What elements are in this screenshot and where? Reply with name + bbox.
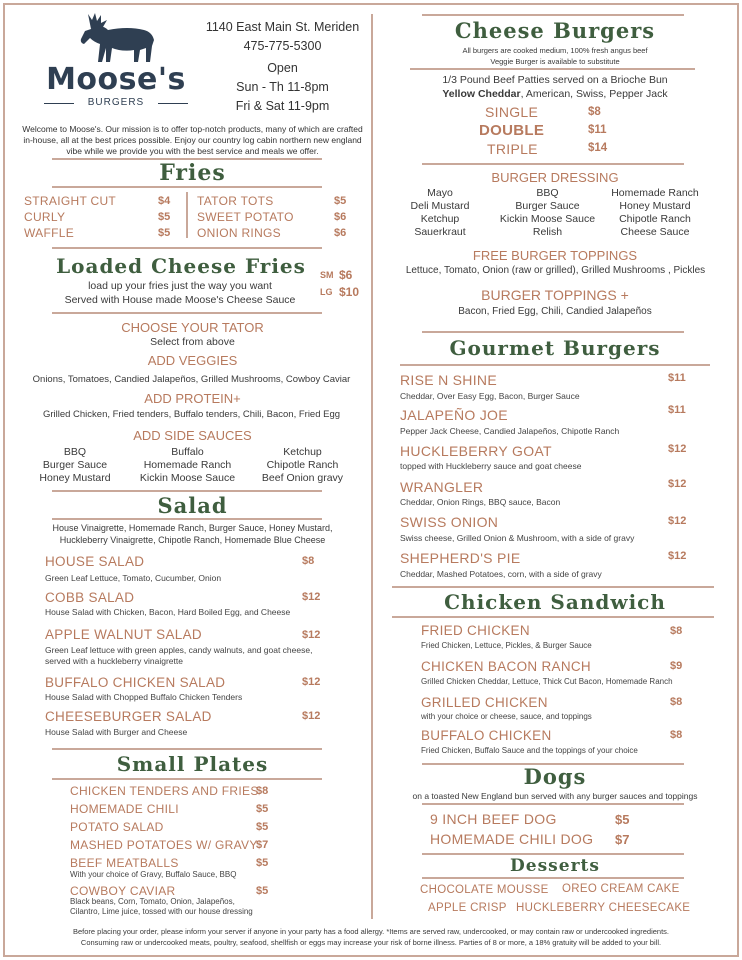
loaded-line1: load up your fries just the way you want: [88, 280, 272, 292]
list-item: OREO CREAM CAKE: [562, 883, 680, 895]
sauces-col-1: BBQ Burger Sauce Honey Mustard: [39, 446, 111, 484]
burgers-note-1: All burgers are cooked medium, 100% fresh angus beef: [462, 46, 648, 55]
cheese-others: , American, Swiss, Pepper Jack: [520, 88, 668, 100]
hours-weekday: Sun - Th 11-8pm: [236, 80, 329, 94]
logo-sub: BURGERS: [87, 97, 145, 108]
list-item: APPLE CRISP: [428, 902, 507, 914]
footer-line-1: Before placing your order, please inform your server if anyone in your party has a food allergy. *Items are served raw, undercooked, or may contain raw or undercooked ingredients.: [72, 927, 669, 936]
logo-name: Moose's: [46, 62, 186, 97]
veggies-text: Onions, Tomatoes, Candied Jalapeños, Grilled Mushrooms, Cowboy Caviar: [32, 374, 351, 385]
sauces-col-2: Buffalo Homemade Ranch Kickin Moose Sauce: [139, 446, 236, 484]
moose-icon: [74, 10, 160, 62]
dressing-col-2: BBQ Burger Sauce Kickin Moose Sauce Relish: [499, 187, 596, 238]
gourmet-title: Gourmet Burgers: [449, 336, 661, 360]
tator-heading: CHOOSE YOUR TATOR: [121, 320, 264, 335]
burgers-title: Cheese Burgers: [454, 18, 656, 43]
sauces-col-3: Ketchup Chipotle Ranch Beef Onion gravy: [261, 446, 344, 484]
fries-title: Fries: [159, 160, 226, 186]
logo: [36, 10, 196, 115]
free-toppings-heading: FREE BURGER TOPPINGS: [472, 248, 638, 263]
address: 1140 East Main St. Meriden: [205, 20, 360, 34]
free-toppings-text: Lettuce, Tomato, Onion (raw or grilled), Grilled Mushrooms , Pickles: [405, 265, 706, 276]
cheese-options: [385, 88, 725, 100]
veggies-heading: ADD VEGGIES: [147, 353, 238, 368]
dressing-heading: BURGER DRESSING: [491, 170, 619, 185]
dressing-col-1: Mayo Deli Mustard Ketchup Sauerkraut: [410, 187, 470, 238]
chicken-title: Chicken Sandwich: [444, 590, 666, 614]
tator-sub: Select from above: [150, 336, 235, 348]
dogs-note: on a toasted New England bun served with any burger sauces and toppings: [412, 791, 698, 801]
welcome-text: Welcome to Moose's. Our mission is to offer top-notch products, many of which are crafted in-house, all at the best prices possible. Enjoy our country log cabin northern new england vibe while we provide you with the best service and meals we offer.: [22, 124, 363, 156]
list-item: CHOCOLATE MOUSSE: [420, 884, 549, 896]
list-item: HUCKLEBERRY CHEESECAKE: [516, 902, 691, 914]
burgers-note-2: Veggie Burger is available to substitute: [490, 57, 620, 66]
hours-weekend: Fri & Sat 11-9pm: [235, 99, 330, 113]
desserts-title: Desserts: [510, 856, 600, 876]
cheese-default: Yellow Cheddar: [442, 88, 521, 100]
salad-title: Salad: [157, 493, 228, 518]
dogs-title: Dogs: [523, 764, 587, 789]
address-block: [195, 18, 370, 116]
loaded-title: Loaded Cheese Fries: [56, 254, 306, 278]
loaded-line2: Served with House made Moose's Cheese Sauce: [64, 294, 296, 306]
protein-heading: ADD PROTEIN+: [144, 391, 241, 406]
phone: 475-775-5300: [243, 39, 322, 53]
plus-toppings-text: Bacon, Fried Egg, Chili, Candied Jalapeños: [458, 306, 652, 317]
dressing-col-3: Homemade Ranch Honey Mustard Chipotle Ranch Cheese Sauce: [611, 187, 699, 238]
salad-dressings: House Vinaigrette, Homemade Ranch, Burger Sauce, Honey Mustard, Huckleberry Vinaigrette, Chipotle Ranch, Homemade Blue Cheese: [52, 523, 333, 545]
sauces-heading: ADD SIDE SAUCES: [133, 428, 252, 443]
footer-line-2: Consuming raw or undercooked meats, poultry, seafood, shellfish or eggs may increase your risk of borne illness. Parties of 8 or more, a 18% gratuity will be added to your bill.: [80, 938, 662, 947]
open-label: Open: [267, 61, 298, 75]
protein-text: Grilled Chicken, Fried tenders, Buffalo tenders, Chili, Bacon, Fried Egg: [42, 409, 341, 420]
small-plates-title: Small Plates: [116, 752, 269, 776]
plus-toppings-heading: BURGER TOPPINGS +: [481, 287, 629, 303]
patty-text: 1/3 Pound Beef Patties served on a Brioche Bun: [442, 74, 668, 86]
